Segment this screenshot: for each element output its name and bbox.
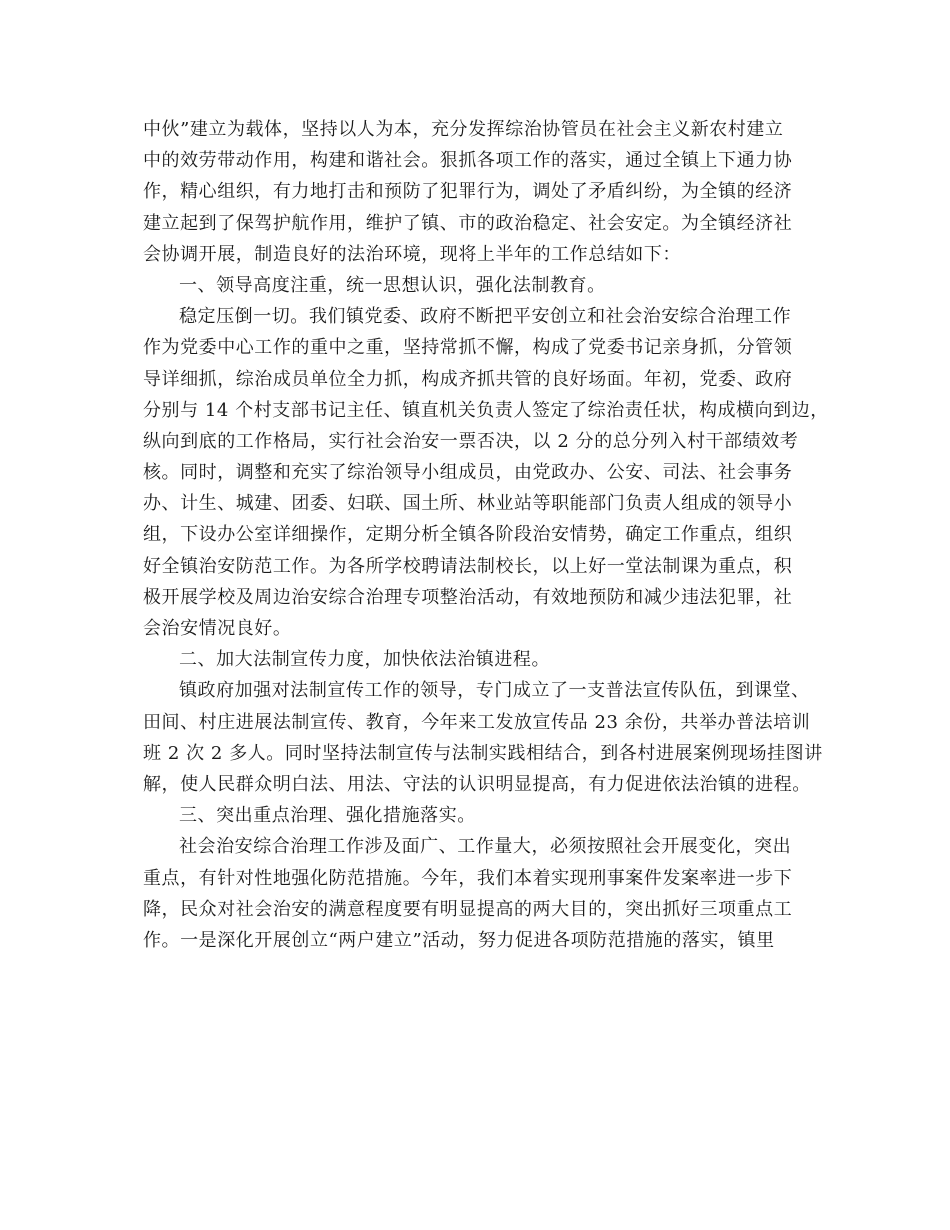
text-line: 解，使人民群众明白法、用法、守法的认识明显提高，有力促进依法治镇的进程。 <box>143 773 811 795</box>
document-body <box>143 114 833 956</box>
text-line: 核。同时，调整和充实了综治领导小组成员，由党政办、公安、司法、社会事务 <box>143 462 793 484</box>
text-line: 中伙”建立为载体，坚持以人为本，充分发挥综治协管员在社会主义新农村建立 <box>143 119 784 140</box>
text-line: 极开展学校及周边治安综合治理专项整治活动，有效地预防和减少违法犯罪，社 <box>143 586 793 608</box>
text-line: 作，精心组织，有力地打击和预防了犯罪行为，调处了矛盾纠纷，为全镇的经济 <box>143 181 793 203</box>
paragraph-start: 社会治安综合治理工作涉及面广、工作量大，必须按照社会开展变化，突出 <box>179 836 792 858</box>
text-line: 好全镇治安防范工作。为各所学校聘请法制校长，以上好一堂法制课为重点，积 <box>143 555 793 577</box>
text-line: 班 2 次 2 多人。同时坚持法制宣传与法制实践相结合，到各村进展案例现场挂图讲 <box>143 742 823 764</box>
text-line: 中的效劳带动作用，构建和谐社会。狠抓各项工作的落实，通过全镇上下通力协 <box>143 150 793 172</box>
text-line: 降，民众对社会治安的满意程度要有明显提高的两大目的，突出抓好三项重点工 <box>143 898 793 920</box>
text-line: 导详细抓，综治成员单位全力抓，构成齐抓共管的良好场面。年初，党委、政府 <box>143 368 793 390</box>
section-heading-2: 二、加大法制宣传力度，加快依法治镇进程。 <box>179 649 550 671</box>
text-line: 分别与 14 个村支部书记主任、镇直机关负责人签定了综治责任状，构成横向到边， <box>143 399 829 421</box>
text-line: 会治安情况良好。 <box>143 618 292 639</box>
section-heading-1: 一、领导高度注重，统一思想认识，强化法制教育。 <box>179 274 606 296</box>
text-line: 重点，有针对性地强化防范措施。今年，我们本着实现刑事案件发案率进一步下 <box>143 867 793 889</box>
text-line: 办、计生、城建、团委、妇联、国土所、林业站等职能部门负责人组成的领导小 <box>143 493 793 515</box>
text-line: 纵向到底的工作格局，实行社会治安一票否决，以 2 分的总分列入村干部绩效考 <box>143 430 799 452</box>
text-line: 会协调开展，制造良好的法治环境，现将上半年的工作总结如下： <box>143 243 681 265</box>
text-line: 作。一是深化开展创立“两户建立”活动，努力促进各项防范措施的落实，镇里 <box>143 929 775 951</box>
paragraph-start: 稳定压倒一切。我们镇党委、政府不断把平安创立和社会治安综合治理工作 <box>179 306 792 328</box>
text-line: 组，下设办公室详细操作，定期分析全镇各阶段治安情势，确定工作重点，组织 <box>143 524 793 546</box>
text-line: 作为党委中心工作的重中之重，坚持常抓不懈，构成了党委书记亲身抓，分管领 <box>143 337 793 359</box>
text-line: 田间、村庄进展法制宣传、教育，今年来工发放宣传品 23 余份，共举办普法培训 <box>143 711 811 733</box>
text-line: 建立起到了保驾护航作用，维护了镇、市的政治稳定、社会安定。为全镇经济社 <box>143 212 793 234</box>
section-heading-3: 三、突出重点治理、强化措施落实。 <box>179 805 476 827</box>
paragraph-start: 镇政府加强对法制宣传工作的领导，专门成立了一支普法宣传队伍，到课堂、 <box>179 680 810 702</box>
